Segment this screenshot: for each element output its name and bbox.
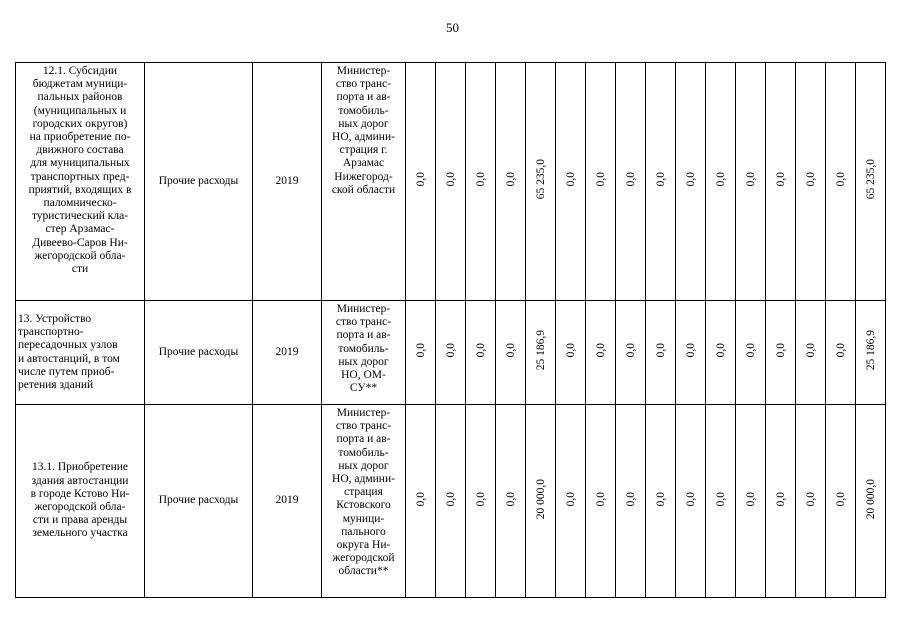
value-cell	[406, 301, 436, 405]
value-cell	[676, 301, 706, 405]
row-name-cell	[16, 63, 145, 301]
value-cell	[646, 405, 676, 598]
page-number: 50	[446, 20, 459, 35]
value-text: 0,0	[504, 343, 517, 358]
value-text: 25 186,9	[534, 330, 547, 371]
value-text: 0,0	[714, 343, 727, 358]
executor-cell-text: Министер- ство транс- порта и ав- томобиль- ных дорог НО, админи- страция г. Арзамас Нижегород- ской области	[331, 65, 396, 196]
value-cell	[526, 63, 556, 301]
expense-type-cell	[145, 63, 253, 301]
value-text: 20 000,0	[534, 478, 547, 520]
value-text: 0,0	[714, 172, 727, 187]
value-text: 65 235,0	[864, 159, 877, 200]
value-cell	[706, 63, 736, 301]
value-cell	[766, 301, 796, 405]
value-cell	[586, 63, 616, 301]
value-cell	[586, 405, 616, 598]
value-cell	[856, 405, 886, 598]
value-text: 0,0	[474, 343, 487, 358]
value-cell	[736, 405, 766, 598]
value-text: 0,0	[774, 343, 787, 358]
value-text: 0,0	[804, 343, 817, 358]
value-text: 0,0	[834, 491, 847, 507]
value-text: 0,0	[564, 172, 577, 187]
value-text: 0,0	[744, 343, 757, 358]
value-cell	[856, 301, 886, 405]
value-text: 0,0	[564, 343, 577, 358]
table-row	[16, 405, 886, 598]
value-text: 0,0	[414, 491, 427, 507]
value-text: 0,0	[594, 172, 607, 187]
value-cell	[436, 405, 466, 598]
year-cell-text: 2019	[275, 345, 299, 358]
row-name-cell	[16, 405, 145, 598]
value-cell	[796, 301, 826, 405]
value-cell	[406, 63, 436, 301]
value-cell	[436, 63, 466, 301]
value-text: 0,0	[444, 343, 457, 358]
year-cell	[253, 63, 322, 301]
value-text: 0,0	[774, 491, 787, 507]
value-text: 0,0	[744, 172, 757, 187]
value-cell	[466, 301, 496, 405]
value-text: 0,0	[414, 172, 427, 187]
value-text: 0,0	[444, 491, 457, 507]
budget-table	[15, 62, 886, 598]
value-text: 0,0	[654, 343, 667, 358]
table-row	[16, 301, 886, 405]
executor-cell-text: Министер- ство транс- порта и ав- томобиль- ных дорог НО, ОМ- СУ**	[335, 303, 392, 395]
value-cell	[676, 405, 706, 598]
value-cell	[706, 405, 736, 598]
year-cell	[253, 405, 322, 598]
value-text: 0,0	[834, 172, 847, 187]
row-name-cell-text: 13.1. Приобретение здания автостанции в городе Кстово Ни- жегородской обла- сти и права аренды земельного участка	[30, 461, 130, 540]
value-cell	[496, 301, 526, 405]
expense-type-cell	[145, 301, 253, 405]
value-text: 0,0	[684, 491, 697, 507]
value-cell	[736, 63, 766, 301]
value-text: 0,0	[594, 343, 607, 358]
value-cell	[496, 405, 526, 598]
value-text: 20 000,0	[864, 478, 877, 520]
value-cell	[406, 405, 436, 598]
value-cell	[586, 301, 616, 405]
value-text: 0,0	[684, 343, 697, 358]
value-cell	[796, 63, 826, 301]
value-cell	[766, 63, 796, 301]
value-cell	[706, 301, 736, 405]
expense-type-cell-text: Прочие расходы	[158, 494, 239, 507]
value-text: 0,0	[414, 343, 427, 358]
executor-cell	[322, 405, 406, 598]
value-text: 0,0	[504, 491, 517, 507]
row-name-cell-text: 12.1. Субсидии бюджетам муници- пальных районов (муниципальных и городских округов) на приобретение по- движного состава для муниципальных транспортных пред- приятий, входящих в паломническо- туристический кла- стер Арзамас- Дивеево-Саров Ни- жегородской обла- сти	[28, 65, 132, 276]
value-text: 0,0	[624, 491, 637, 507]
value-cell	[826, 63, 856, 301]
value-text: 0,0	[804, 491, 817, 507]
value-cell	[466, 63, 496, 301]
value-text: 0,0	[474, 172, 487, 187]
value-cell	[526, 301, 556, 405]
value-text: 0,0	[504, 172, 517, 187]
expense-type-cell-text: Прочие расходы	[158, 174, 239, 187]
value-cell	[826, 301, 856, 405]
table-row	[16, 63, 886, 301]
value-cell	[856, 63, 886, 301]
value-cell	[736, 301, 766, 405]
value-cell	[556, 405, 586, 598]
value-cell	[646, 301, 676, 405]
year-cell-text: 2019	[275, 494, 299, 507]
value-cell	[616, 63, 646, 301]
expense-type-cell	[145, 405, 253, 598]
value-cell	[466, 405, 496, 598]
executor-cell-text: Министер- ство транс- порта и ав- томобиль- ных дорог НО, админи- страция Кстовского муници- пального округа Ни- жегородской области**	[332, 407, 395, 578]
value-text: 0,0	[564, 491, 577, 507]
value-cell	[646, 63, 676, 301]
value-text: 0,0	[744, 491, 757, 507]
value-text: 0,0	[624, 172, 637, 187]
value-cell	[826, 405, 856, 598]
value-cell	[496, 63, 526, 301]
value-cell	[616, 301, 646, 405]
row-name-cell	[16, 301, 145, 405]
value-text: 65 235,0	[534, 159, 547, 200]
expense-type-cell-text: Прочие расходы	[158, 345, 239, 358]
value-text: 0,0	[834, 343, 847, 358]
value-cell	[556, 63, 586, 301]
value-text: 0,0	[774, 172, 787, 187]
executor-cell	[322, 63, 406, 301]
value-cell	[436, 301, 466, 405]
executor-cell	[322, 301, 406, 405]
value-text: 0,0	[474, 491, 487, 507]
value-text: 0,0	[684, 172, 697, 187]
value-cell	[676, 63, 706, 301]
value-text: 0,0	[624, 343, 637, 358]
value-text: 0,0	[804, 172, 817, 187]
year-cell-text: 2019	[275, 174, 299, 187]
row-name-cell-text: 13. Устройство транспортно- пересадочных узлов и автостанций, в том числе путем приоб- ретения зданий	[18, 312, 120, 391]
value-text: 0,0	[654, 172, 667, 187]
value-text: 0,0	[654, 491, 667, 507]
value-cell	[766, 405, 796, 598]
value-cell	[796, 405, 826, 598]
value-cell	[526, 405, 556, 598]
value-text: 25 186,9	[864, 330, 877, 371]
value-cell	[556, 301, 586, 405]
value-text: 0,0	[444, 172, 457, 187]
value-text: 0,0	[594, 491, 607, 507]
value-text: 0,0	[714, 491, 727, 507]
year-cell	[253, 301, 322, 405]
value-cell	[616, 405, 646, 598]
